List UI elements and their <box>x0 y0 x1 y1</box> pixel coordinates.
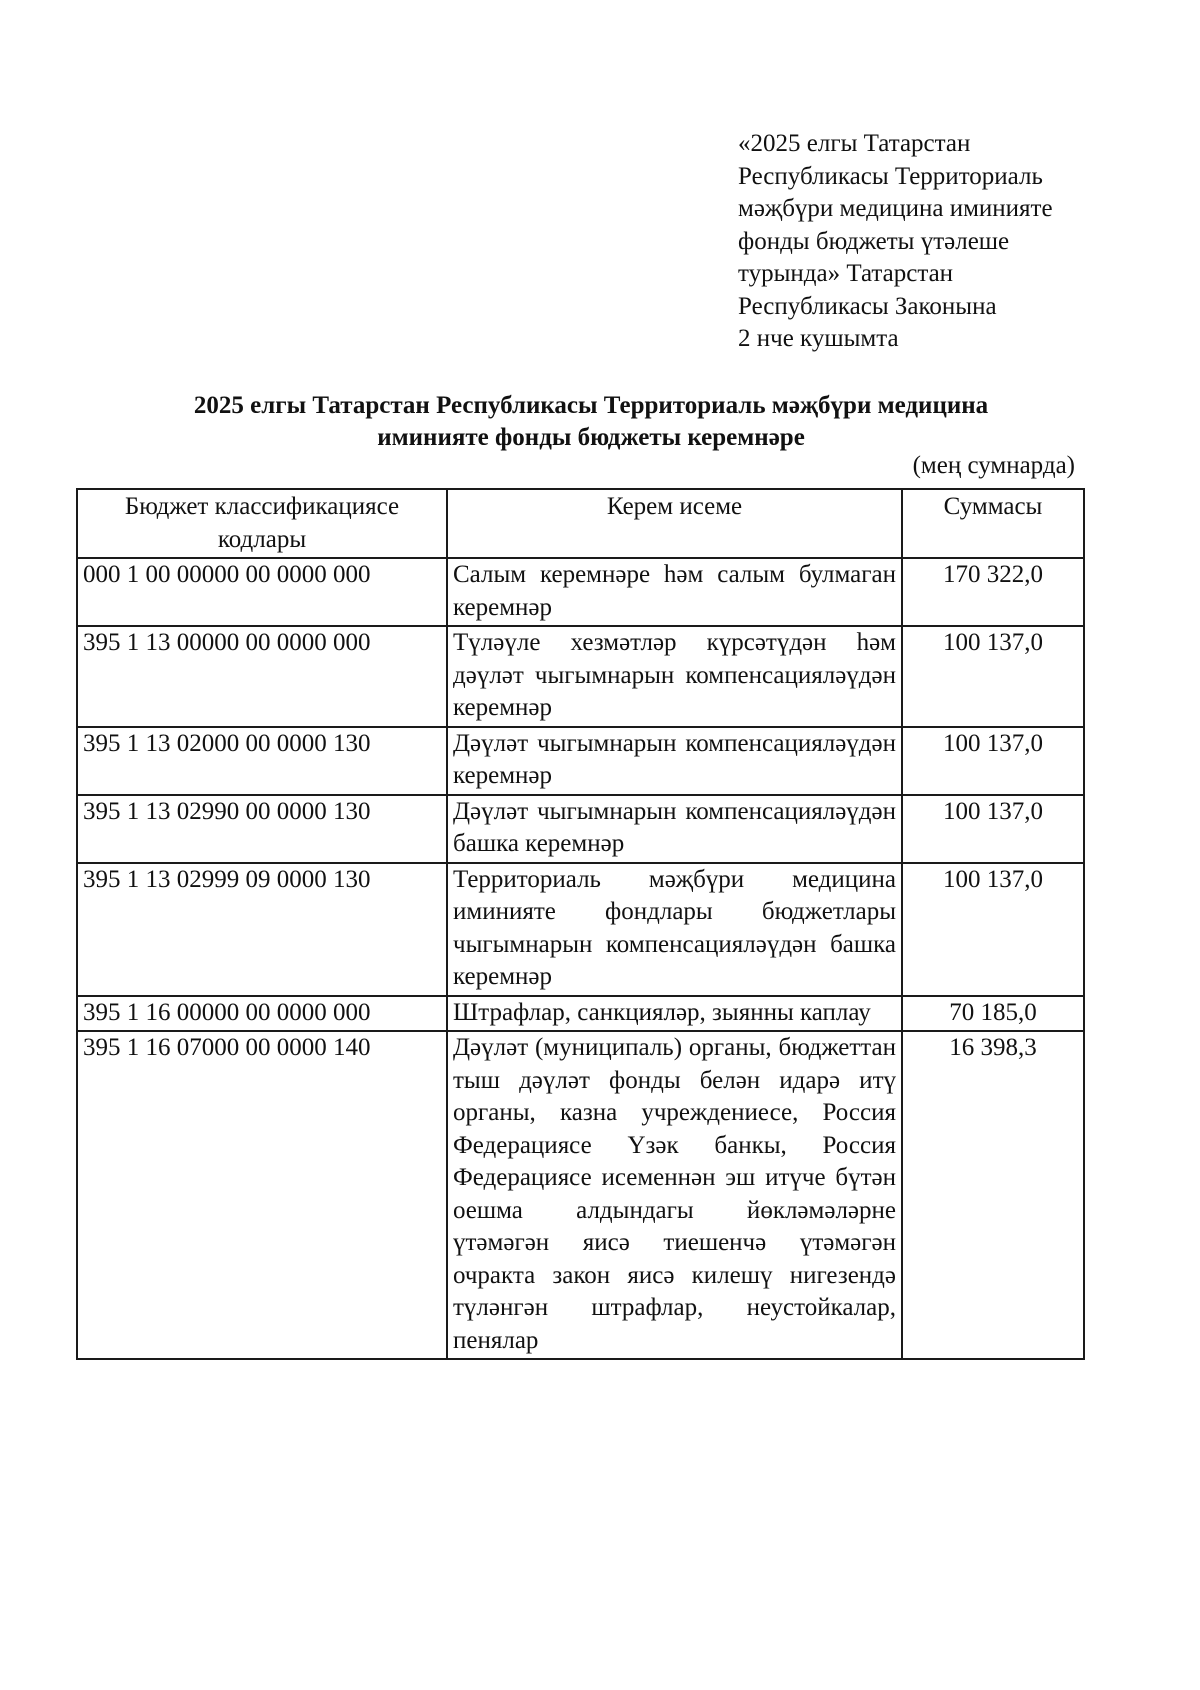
row-name: Территориаль мәҗбүри медицина иминияте фондлары бюджетлары чыгымнарын компенсацияләүдән башка керемнәр <box>447 863 902 996</box>
annex-note-line: фонды бюджеты үтәлеше <box>738 227 1010 255</box>
row-sum: 100 137,0 <box>902 863 1084 996</box>
row-sum: 16 398,3 <box>902 1031 1084 1359</box>
row-name: Дәүләт (муниципаль) органы, бюджеттан тыш дәүләт фонды белән идарә итү органы, казна учреждениесе, Россия Федерациясе Үзәк банкы, Россия Федерациясе исеменнән эш итүче бүтән оешма алдындагы йөкләмәләрне үтәмәгән яисә тиешенчә үтәмәгән очракта закон яисә килешү нигезендә түләнгән штрафлар, неустойкалар, пенялар <box>447 1031 902 1359</box>
row-code: 395 1 13 02999 09 0000 130 <box>77 863 447 996</box>
units-note: (мең сумнарда) <box>912 452 1075 479</box>
table-row <box>77 795 1084 863</box>
header-name: Керем исеме <box>447 489 902 558</box>
row-sum: 70 185,0 <box>902 996 1084 1032</box>
annex-note-line: мәҗбүри медицина иминияте <box>738 195 1053 222</box>
annex-note-line: 2 нче кушымта <box>738 325 899 352</box>
annex-note-line: Республикасы Территориаль <box>738 162 1043 190</box>
row-name: Дәүләт чыгымнарын компенсацияләүдән башка керемнәр <box>447 795 902 863</box>
row-sum: 100 137,0 <box>902 626 1084 727</box>
row-code: 395 1 13 00000 00 0000 000 <box>77 626 447 727</box>
row-code: 395 1 13 02000 00 0000 130 <box>77 727 447 795</box>
annex-note <box>738 128 1138 356</box>
document-title <box>60 390 1122 454</box>
row-code: 000 1 00 00000 00 0000 000 <box>77 558 447 626</box>
header-code: Бюджет классификациясе кодлары <box>77 489 447 558</box>
header-sum: Суммасы <box>902 489 1084 558</box>
document-title-line-1: 2025 елгы Татарстан Республикасы Территориаль мәҗбүри медицина <box>193 392 989 419</box>
row-name: Салым керемнәре һәм салым булмаган керемнәр <box>447 558 902 626</box>
row-name: Штрафлар, санкцияләр, зыянны каплау <box>447 996 902 1032</box>
row-sum: 100 137,0 <box>902 795 1084 863</box>
row-code: 395 1 16 00000 00 0000 000 <box>77 996 447 1032</box>
annex-note-line: Республикасы Законына <box>738 292 997 320</box>
table-row <box>77 1031 1084 1359</box>
table-row <box>77 727 1084 795</box>
row-code: 395 1 16 07000 00 0000 140 <box>77 1031 447 1359</box>
table-row <box>77 626 1084 727</box>
row-code: 395 1 13 02990 00 0000 130 <box>77 795 447 863</box>
table-row <box>77 996 1084 1032</box>
annex-note-line: «2025 елгы Татарстан <box>738 130 971 157</box>
revenue-table <box>76 488 1085 1360</box>
row-sum: 170 322,0 <box>902 558 1084 626</box>
row-name: Түләүле хезмәтләр күрсәтүдән һәм дәүләт чыгымнарын компенсацияләүдән керемнәр <box>447 626 902 727</box>
table-row <box>77 558 1084 626</box>
document-title-line-2: иминияте фонды бюджеты керемнәре <box>377 424 805 451</box>
table-row <box>77 863 1084 996</box>
row-name: Дәүләт чыгымнарын компенсацияләүдән керемнәр <box>447 727 902 795</box>
table-header-row <box>77 489 1084 558</box>
row-sum: 100 137,0 <box>902 727 1084 795</box>
annex-note-line: турында» Татарстан <box>738 260 954 287</box>
